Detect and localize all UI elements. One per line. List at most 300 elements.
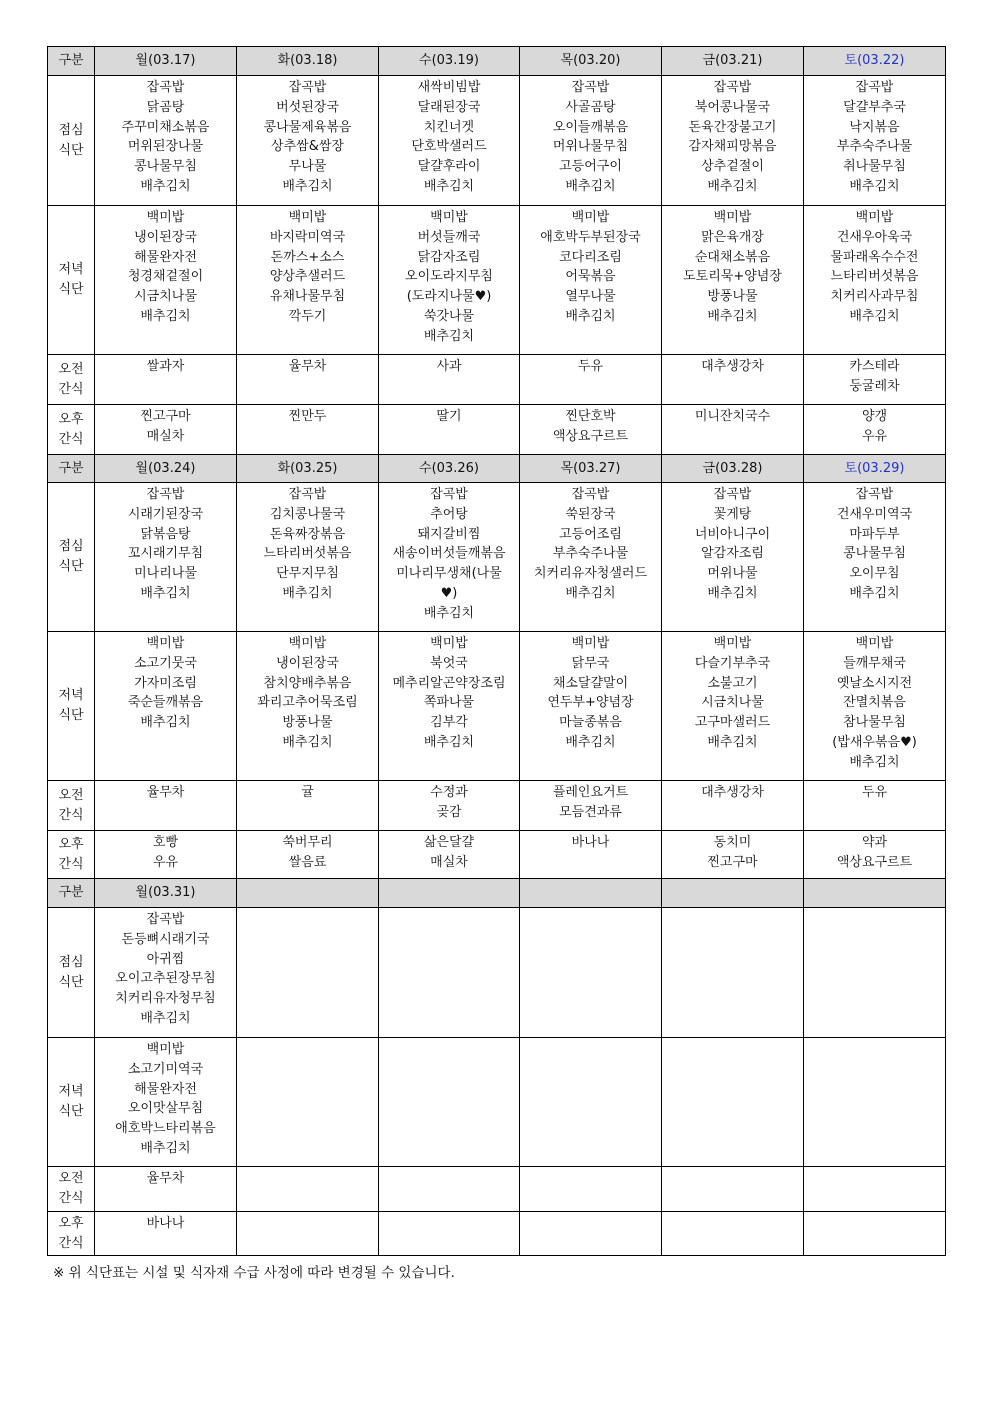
- menu-cell: [520, 355, 662, 405]
- menu-cell: [662, 206, 804, 355]
- week-header-row: [48, 47, 946, 76]
- menu-item: 곶감: [436, 804, 462, 820]
- menu-item: 삶은달걀: [423, 835, 475, 850]
- menu-item: 잡곡밥: [288, 487, 327, 502]
- menu-item: 돈등뼈시래기국: [121, 931, 210, 947]
- menu-item: 모듬견과류: [559, 804, 622, 820]
- menu-item: 동치미: [713, 835, 752, 850]
- meal-plan-table: [47, 46, 946, 1256]
- menu-item: 우유: [152, 854, 179, 870]
- menu-item: 머위나물무침: [552, 139, 629, 155]
- row-label-line: 저녁: [58, 262, 84, 278]
- day-header: [804, 879, 946, 908]
- menu-item: 소고기미역국: [127, 1061, 204, 1077]
- menu-item: 잡곡밥: [571, 487, 610, 502]
- menu-item: 시금치나물: [134, 289, 197, 305]
- menu-item: 주꾸미채소볶음: [121, 119, 210, 135]
- menu-item: 참나물무침: [843, 715, 906, 731]
- menu-item: 소불고기: [707, 675, 758, 691]
- row-label-line: 간식: [58, 431, 84, 447]
- menu-cell: [95, 206, 237, 355]
- menu-item: 버섯된장국: [276, 99, 339, 115]
- menu-cell: [237, 831, 379, 879]
- menu-cell: [520, 1038, 662, 1167]
- menu-cell: [379, 831, 520, 879]
- day-header: 목(03.20): [520, 47, 662, 76]
- menu-item: 돈육짜장볶음: [269, 526, 346, 542]
- menu-item: 배추김치: [707, 585, 758, 601]
- menu-cell: [804, 632, 946, 781]
- menu-cell: [662, 405, 804, 455]
- day-header: [379, 879, 520, 908]
- menu-item: 양갱: [861, 409, 888, 424]
- day-header: 화(03.18): [237, 47, 379, 76]
- menu-cell: [520, 1212, 662, 1256]
- menu-cell: [237, 355, 379, 405]
- menu-cell: [804, 355, 946, 405]
- menu-item: 잡곡밥: [288, 80, 327, 95]
- morning-snack-row: [48, 1167, 946, 1212]
- day-header: [662, 879, 804, 908]
- menu-item: 부추숙주나물: [552, 546, 629, 562]
- menu-cell: [804, 405, 946, 455]
- menu-item: 바나나: [146, 1216, 185, 1231]
- menu-item: 상추겉절이: [701, 159, 764, 175]
- menu-cell: [95, 632, 237, 781]
- menu-item: 쑥된장국: [565, 506, 616, 522]
- menu-item: 백미밥: [146, 1042, 185, 1057]
- menu-item: 배추김치: [565, 308, 616, 324]
- lunch-row: [48, 908, 946, 1038]
- menu-item: 백미밥: [146, 210, 185, 225]
- menu-cell: [520, 781, 662, 831]
- menu-item: 닭감자조림: [417, 249, 481, 265]
- row-label-line: 오후: [58, 836, 84, 852]
- menu-item: 닭볶음탕: [140, 526, 191, 542]
- menu-item: 냉이된장국: [276, 655, 339, 671]
- menu-item: 율무차: [288, 359, 327, 374]
- menu-cell: [237, 483, 379, 632]
- menu-item: 마늘종볶음: [559, 715, 622, 731]
- menu-item: 배추김치: [423, 734, 475, 750]
- menu-item: 냉이된장국: [134, 229, 197, 245]
- menu-item: 배추김치: [140, 308, 191, 324]
- menu-item: 방풍나물: [707, 289, 758, 305]
- row-label-line: 간식: [58, 1235, 84, 1251]
- afternoon-snack-row: [48, 405, 946, 455]
- menu-item: 돈육간장불고기: [688, 119, 777, 135]
- menu-cell: [379, 355, 520, 405]
- menu-item: 고등어조림: [559, 526, 622, 542]
- menu-cell: [379, 632, 520, 781]
- menu-item: 잡곡밥: [855, 80, 894, 95]
- menu-cell: [237, 1212, 379, 1256]
- menu-item: 해물완자전: [134, 1081, 197, 1097]
- menu-cell: [662, 632, 804, 781]
- menu-item: 찐고구마: [707, 854, 758, 870]
- menu-cell: [379, 76, 520, 206]
- menu-item: 꽃게탕: [713, 506, 752, 522]
- menu-cell: [379, 1212, 520, 1256]
- menu-cell: [520, 76, 662, 206]
- menu-item: 머위된장나물: [127, 139, 204, 155]
- category-label: 구분: [48, 47, 95, 76]
- menu-item: 새송이버섯들깨볶음: [392, 546, 506, 562]
- day-header: 월(03.31): [95, 879, 237, 908]
- menu-cell: [804, 908, 946, 1038]
- menu-item: 연두부+양념장: [547, 695, 634, 711]
- row-label-line: 식단: [58, 142, 84, 158]
- menu-item: 백미밥: [713, 636, 752, 651]
- menu-item: 배추김치: [565, 734, 616, 750]
- menu-item: 배추김치: [282, 585, 333, 601]
- row-label: [48, 781, 95, 831]
- menu-cell: [95, 781, 237, 831]
- menu-item: 낙지볶음: [849, 119, 900, 135]
- menu-cell: [520, 206, 662, 355]
- menu-item: 두유: [861, 785, 888, 800]
- row-label: [48, 355, 95, 405]
- menu-item: 고구마샐러드: [694, 715, 771, 731]
- day-header: 토(03.29): [804, 455, 946, 483]
- menu-item: 채소달걀말이: [552, 675, 629, 691]
- menu-item: 미나리무생채(나물: [396, 566, 502, 582]
- menu-item: 율무차: [146, 1171, 185, 1186]
- menu-item: 알감자조림: [701, 546, 764, 562]
- menu-item: 건새우아욱국: [836, 229, 913, 245]
- day-header: [237, 879, 379, 908]
- menu-item: 배추김치: [423, 178, 475, 194]
- menu-cell: [237, 1167, 379, 1212]
- menu-cell: [237, 908, 379, 1038]
- row-label-line: 간식: [58, 856, 84, 872]
- menu-cell: [662, 781, 804, 831]
- menu-item: 배추김치: [565, 178, 616, 194]
- row-label-line: 오전: [58, 787, 84, 803]
- lunch-row: [48, 483, 946, 632]
- menu-item: 느타리버섯볶음: [830, 269, 919, 285]
- menu-item: 오이도라지무침: [405, 269, 493, 285]
- day-header: 금(03.21): [662, 47, 804, 76]
- menu-item: ♥): [440, 585, 458, 601]
- menu-item: 쌀과자: [146, 359, 185, 374]
- menu-item: 추어탕: [430, 506, 468, 522]
- menu-cell: [379, 781, 520, 831]
- menu-item: 율무차: [146, 785, 185, 800]
- menu-item: 잡곡밥: [146, 487, 185, 502]
- afternoon-snack-row: [48, 831, 946, 879]
- menu-item: 애호박두부된장국: [540, 229, 641, 245]
- day-header: 수(03.19): [379, 47, 520, 76]
- menu-cell: [379, 405, 520, 455]
- menu-item: 취나물무침: [843, 159, 906, 175]
- menu-item: 꽈리고추어묵조림: [257, 695, 358, 711]
- menu-item: 물파래옥수수전: [830, 249, 919, 265]
- row-label-line: 오전: [58, 361, 84, 377]
- menu-item: 시래기된장국: [127, 506, 204, 522]
- menu-item: (밥새우볶음♥): [832, 734, 917, 750]
- menu-item: 꼬시래기무침: [127, 546, 204, 562]
- menu-item: 백미밥: [146, 636, 185, 651]
- menu-item: 맑은육개장: [701, 229, 764, 245]
- menu-item: 무나물: [288, 159, 327, 175]
- week-header-row: [48, 455, 946, 483]
- row-label: [48, 908, 95, 1038]
- menu-cell: [662, 1167, 804, 1212]
- menu-cell: [804, 76, 946, 206]
- menu-item: 김치콩나물국: [269, 506, 346, 522]
- menu-item: 오이무침: [849, 566, 900, 582]
- menu-item: 플레인요거트: [552, 785, 629, 800]
- menu-item: 배추김치: [423, 328, 475, 344]
- menu-item: 백미밥: [430, 210, 468, 225]
- row-label-line: 오후: [58, 1215, 84, 1231]
- day-header: [520, 879, 662, 908]
- menu-item: 들깨무채국: [843, 655, 906, 671]
- menu-item: 배추김치: [140, 585, 191, 601]
- menu-item: 찐고구마: [140, 409, 191, 424]
- row-label-line: 저녁: [58, 1084, 84, 1100]
- day-header: 월(03.24): [95, 455, 237, 483]
- menu-item: 다슬기부추국: [694, 655, 771, 671]
- menu-cell: [95, 483, 237, 632]
- menu-item: 배추김치: [707, 178, 758, 194]
- menu-cell: [95, 355, 237, 405]
- afternoon-snack-row: [48, 1212, 946, 1256]
- row-label: [48, 483, 95, 632]
- menu-item: 잡곡밥: [855, 487, 894, 502]
- menu-item: 바지락미역국: [269, 229, 346, 245]
- menu-item: 백미밥: [571, 210, 610, 225]
- menu-item: 배추김치: [282, 734, 333, 750]
- menu-item: 고등어구이: [559, 159, 622, 175]
- menu-item: 참치양배추볶음: [263, 675, 352, 691]
- menu-cell: [662, 355, 804, 405]
- menu-cell: [379, 908, 520, 1038]
- menu-item: 메추리알곤약장조림: [392, 675, 506, 691]
- menu-cell: [804, 1212, 946, 1256]
- menu-item: 쑥버무리: [282, 835, 333, 850]
- day-header: 목(03.27): [520, 455, 662, 483]
- menu-item: 매실차: [146, 428, 185, 444]
- menu-item: 버섯들깨국: [417, 229, 481, 245]
- menu-item: 치킨너겟: [423, 119, 475, 135]
- menu-item: 오이들깨볶음: [552, 119, 629, 135]
- menu-cell: [379, 1038, 520, 1167]
- row-label-line: 오전: [58, 1171, 84, 1187]
- menu-item: 호빵: [152, 835, 179, 850]
- menu-cell: [237, 206, 379, 355]
- row-label-line: 식단: [58, 974, 84, 990]
- menu-item: 해물완자전: [134, 249, 197, 265]
- menu-item: 잡곡밥: [713, 487, 752, 502]
- row-label: [48, 1212, 95, 1256]
- menu-item: 배추김치: [140, 715, 191, 731]
- category-label: 구분: [48, 455, 95, 483]
- menu-item: 상추쌈&쌈장: [271, 139, 344, 155]
- row-label-line: 간식: [58, 1191, 84, 1206]
- menu-item: 매실차: [430, 854, 468, 870]
- menu-item: 새싹비빔밥: [417, 80, 481, 95]
- menu-item: 배추김치: [707, 308, 758, 324]
- day-header: 화(03.25): [237, 455, 379, 483]
- menu-item: 쑥갓나물: [423, 308, 475, 324]
- row-label: [48, 1038, 95, 1167]
- menu-item: 배추김치: [707, 734, 758, 750]
- dinner-row: [48, 1038, 946, 1167]
- menu-item: 쪽파나물: [423, 695, 475, 711]
- menu-item: 콩나물제육볶음: [263, 119, 352, 135]
- menu-item: 깍두기: [288, 308, 327, 324]
- row-label-line: 오후: [58, 411, 84, 427]
- menu-item: 배추김치: [849, 585, 900, 601]
- menu-item: 치커리유자청무침: [115, 991, 216, 1007]
- menu-item: 배추김치: [423, 605, 475, 621]
- menu-cell: [237, 781, 379, 831]
- menu-item: 닭무국: [571, 655, 610, 671]
- menu-cell: [237, 76, 379, 206]
- menu-item: 잡곡밥: [430, 487, 468, 502]
- menu-item: 두유: [577, 359, 604, 374]
- menu-item: 방풍나물: [282, 715, 333, 731]
- menu-item: 콩나물무침: [134, 159, 197, 175]
- menu-item: 백미밥: [713, 210, 752, 225]
- menu-item: 쌀음료: [288, 854, 327, 870]
- menu-item: 대추생강차: [701, 359, 764, 374]
- menu-item: 마파두부: [849, 526, 900, 542]
- lunch-row: [48, 76, 946, 206]
- menu-item: 오이맛살무침: [127, 1101, 204, 1117]
- menu-item: 건새우미역국: [836, 506, 913, 522]
- morning-snack-row: [48, 355, 946, 405]
- menu-item: (도라지나물♥): [406, 289, 492, 305]
- menu-cell: [662, 76, 804, 206]
- menu-item: 백미밥: [288, 636, 327, 651]
- menu-cell: [520, 632, 662, 781]
- row-label-line: 저녁: [58, 688, 84, 704]
- menu-cell: [804, 1038, 946, 1167]
- menu-item: 잡곡밥: [146, 80, 185, 95]
- menu-cell: [520, 908, 662, 1038]
- menu-cell: [95, 1212, 237, 1256]
- day-header: 수(03.26): [379, 455, 520, 483]
- menu-item: 부추숙주나물: [836, 139, 913, 155]
- week-header-row: [48, 879, 946, 908]
- menu-item: 액상요구르트: [836, 854, 913, 870]
- menu-cell: [662, 1038, 804, 1167]
- menu-item: 치커리사과무침: [830, 289, 919, 305]
- menu-cell: [95, 831, 237, 879]
- menu-item: 치커리유자청샐러드: [533, 566, 648, 582]
- menu-item: 백미밥: [855, 210, 894, 225]
- menu-item: 달래된장국: [417, 99, 481, 115]
- menu-item: 카스테라: [849, 359, 900, 374]
- row-label: [48, 405, 95, 455]
- menu-item: 배추김치: [849, 308, 900, 324]
- menu-item: 잡곡밥: [571, 80, 610, 95]
- menu-item: 달걀부추국: [843, 99, 906, 115]
- menu-item: 너비아니구이: [694, 526, 771, 542]
- menu-cell: [379, 483, 520, 632]
- menu-item: 느타리버섯볶음: [263, 546, 352, 562]
- row-label-line: 식단: [58, 559, 84, 574]
- row-label-line: 점심: [58, 954, 84, 970]
- menu-cell: [804, 781, 946, 831]
- menu-item: 시금치나물: [701, 695, 764, 711]
- menu-cell: [237, 405, 379, 455]
- menu-item: 찐만두: [288, 409, 327, 424]
- menu-item: 배추김치: [140, 1010, 191, 1026]
- menu-item: 죽순들깨볶음: [127, 695, 204, 711]
- menu-item: 단호박샐러드: [411, 139, 487, 155]
- menu-cell: [662, 1212, 804, 1256]
- menu-cell: [520, 405, 662, 455]
- menu-cell: [379, 1167, 520, 1212]
- row-label-line: 간식: [58, 807, 84, 823]
- menu-item: 아귀찜: [146, 951, 185, 967]
- menu-item: 배추김치: [282, 178, 333, 194]
- menu-item: 잡곡밥: [146, 912, 185, 927]
- menu-item: 단무지무침: [276, 566, 339, 582]
- row-label-line: 식단: [58, 1104, 84, 1119]
- menu-item: 도토리묵+양념장: [683, 269, 782, 285]
- menu-item: 북어콩나물국: [694, 99, 771, 115]
- menu-item: 소고기뭇국: [134, 655, 197, 671]
- menu-item: 김부각: [430, 715, 468, 731]
- menu-item: 감자채피망볶음: [688, 139, 777, 155]
- dinner-row: [48, 632, 946, 781]
- menu-item: 순대채소볶음: [694, 249, 771, 265]
- row-label-line: 식단: [58, 282, 84, 297]
- menu-item: 백미밥: [571, 636, 610, 651]
- menu-cell: [804, 1167, 946, 1212]
- menu-item: 대추생강차: [701, 785, 764, 800]
- row-label: [48, 1167, 95, 1212]
- row-label-line: 점심: [58, 539, 84, 555]
- menu-cell: [520, 1167, 662, 1212]
- menu-item: 배추김치: [849, 178, 900, 194]
- menu-item: 배추김치: [140, 1140, 191, 1156]
- menu-item: 배추김치: [849, 754, 900, 770]
- day-header: 금(03.28): [662, 455, 804, 483]
- menu-cell: [520, 831, 662, 879]
- menu-item: 오이고추된장무침: [115, 971, 216, 987]
- menu-item: 옛날소시지전: [836, 675, 913, 691]
- footnote: ※ 위 식단표는 시설 및 식자재 수급 사정에 따라 변경될 수 있습니다.: [53, 1265, 455, 1281]
- menu-item: 잡곡밥: [713, 80, 752, 95]
- menu-cell: [520, 483, 662, 632]
- row-label: [48, 831, 95, 879]
- row-label: [48, 206, 95, 355]
- menu-item: 귤: [301, 785, 314, 800]
- menu-cell: [804, 831, 946, 879]
- menu-item: 액상요구르트: [552, 428, 629, 444]
- menu-cell: [662, 908, 804, 1038]
- menu-cell: [804, 206, 946, 355]
- menu-cell: [662, 483, 804, 632]
- morning-snack-row: [48, 781, 946, 831]
- menu-item: 코다리조림: [559, 249, 622, 265]
- menu-item: 둥굴레차: [849, 378, 900, 394]
- menu-item: 잔멸치볶음: [843, 695, 906, 711]
- row-label-line: 간식: [58, 381, 84, 397]
- menu-item: 찐단호박: [565, 409, 616, 424]
- category-label: 구분: [48, 879, 95, 908]
- menu-cell: [379, 206, 520, 355]
- menu-item: 바나나: [571, 835, 610, 850]
- menu-item: 딸기: [436, 409, 462, 424]
- menu-cell: [237, 1038, 379, 1167]
